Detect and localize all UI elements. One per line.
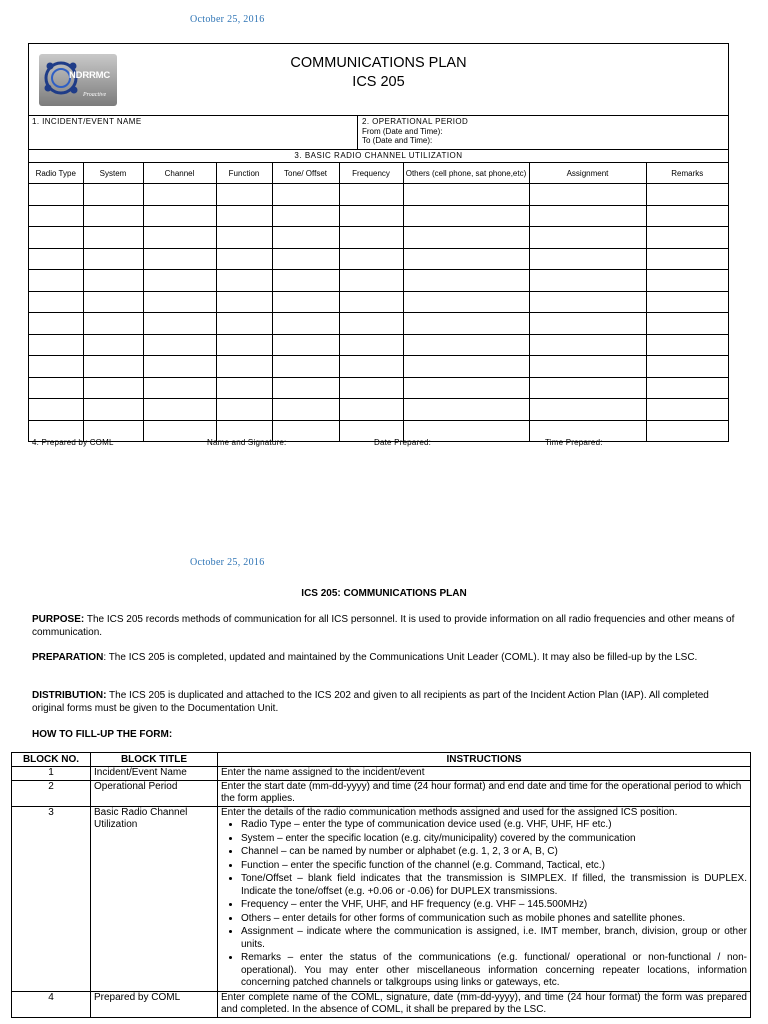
- purpose-paragraph: [32, 614, 738, 639]
- radio-table-cell[interactable]: [83, 356, 143, 378]
- radio-table-cell[interactable]: [339, 334, 403, 356]
- howto-heading: HOW TO FILL-UP THE FORM:: [32, 729, 173, 740]
- logo-tagline: Proactive: [83, 92, 107, 98]
- radio-table-cell[interactable]: [29, 291, 83, 313]
- radio-table-cell[interactable]: [143, 334, 216, 356]
- list-item: • Radio Type – enter the type of communication device used (e.g. VHF, UHF, HF etc.): [241, 819, 747, 832]
- radio-table-cell[interactable]: [143, 205, 216, 227]
- radio-table-cell[interactable]: [29, 313, 83, 335]
- radio-table-cell[interactable]: [143, 270, 216, 292]
- radio-table-row: [29, 184, 728, 206]
- radio-table-cell[interactable]: [403, 356, 529, 378]
- list-item: • Others – enter details for other forms of communication such as mobile phones and satellite phones.: [241, 913, 747, 926]
- radio-table-cell[interactable]: [216, 184, 272, 206]
- radio-table-cell[interactable]: [216, 313, 272, 335]
- radio-table-cell[interactable]: [83, 377, 143, 399]
- col-system: System: [83, 163, 143, 184]
- radio-table-cell[interactable]: [143, 420, 216, 441]
- radio-table-cell[interactable]: [216, 291, 272, 313]
- table-row: [12, 767, 751, 781]
- form-title: COMMUNICATIONS PLAN: [290, 55, 467, 71]
- radio-table-cell[interactable]: [646, 313, 728, 335]
- incident-name-field[interactable]: [29, 116, 358, 149]
- list-item: • Channel – can be named by number or alphabet (e.g. 1, 2, 3 or A, B, C): [241, 846, 747, 859]
- instructions-header-row: [12, 753, 751, 767]
- col-block-no: BLOCK NO.: [12, 753, 91, 767]
- block-no: 2: [12, 780, 91, 806]
- radio-table-cell[interactable]: [403, 205, 529, 227]
- radio-table-cell[interactable]: [529, 356, 646, 378]
- block-instruction: Enter complete name of the COML, signature, date (mm-dd-yyyy), and time (24 hour format) the form was prepared and completed. In the absence of COML, it shall be prepared by the LSC.: [218, 991, 751, 1017]
- radio-table-cell[interactable]: [143, 227, 216, 249]
- section3-heading: 3. BASIC RADIO CHANNEL UTILIZATION: [29, 150, 728, 163]
- radio-table-cell[interactable]: [83, 248, 143, 270]
- radio-table-row: [29, 248, 728, 270]
- radio-table-cell[interactable]: [143, 291, 216, 313]
- radio-table-cell[interactable]: [29, 399, 83, 421]
- col-channel: Channel: [143, 163, 216, 184]
- radio-table-row: [29, 334, 728, 356]
- radio-table-cell[interactable]: [272, 334, 339, 356]
- radio-table-cell[interactable]: [403, 248, 529, 270]
- block-no: 3: [12, 806, 91, 991]
- preparation-paragraph: [32, 652, 738, 665]
- radio-table-cell[interactable]: [529, 334, 646, 356]
- radio-table-cell[interactable]: [403, 377, 529, 399]
- radio-table-cell[interactable]: [216, 334, 272, 356]
- list-item: • Tone/Offset – blank field indicates that the transmission is SIMPLEX. If filled, the transmission is DUPLEX. Indicate the tone/offset (e.g. +0.06 or -0.06) for DUPLEX transmissions.: [241, 873, 747, 898]
- instructions-table: [11, 752, 751, 1018]
- col-instructions: INSTRUCTIONS: [218, 753, 751, 767]
- radio-table-cell[interactable]: [403, 184, 529, 206]
- header-date-2: October 25, 2016: [190, 557, 265, 568]
- radio-table-row: [29, 291, 728, 313]
- radio-table-cell[interactable]: [646, 420, 728, 441]
- radio-table-cell[interactable]: [143, 248, 216, 270]
- radio-table-cell[interactable]: [339, 248, 403, 270]
- radio-table-cell[interactable]: [339, 377, 403, 399]
- radio-table-cell[interactable]: [272, 205, 339, 227]
- block-title: Prepared by COML: [91, 991, 218, 1017]
- radio-table-row: [29, 377, 728, 399]
- radio-table-cell[interactable]: [143, 399, 216, 421]
- from-label: From (Date and Time):: [362, 126, 443, 136]
- radio-table-cell[interactable]: [216, 377, 272, 399]
- name-signature-label: Name and Signature:: [207, 438, 287, 447]
- radio-table-row: [29, 313, 728, 335]
- block-title: Basic Radio Channel Utilization: [91, 806, 218, 991]
- radio-table-cell[interactable]: [272, 313, 339, 335]
- radio-table-cell[interactable]: [646, 291, 728, 313]
- distribution-text: The ICS 205 is duplicated and attached to the ICS 202 and given to all recipients as part of the Incident Action Plan (IAP). All completed original forms must be given to the Documentation Unit.: [32, 690, 709, 714]
- radio-table-cell[interactable]: [143, 184, 216, 206]
- radio-table-cell[interactable]: [29, 227, 83, 249]
- radio-table-cell[interactable]: [83, 227, 143, 249]
- block-title: Incident/Event Name: [91, 767, 218, 781]
- radio-table-row: [29, 205, 728, 227]
- list-item: • System – enter the specific location (e.g. city/municipality) covered by the communication: [241, 833, 747, 846]
- radio-table-cell[interactable]: [646, 205, 728, 227]
- time-prepared-label: Time Prepared:: [545, 438, 603, 447]
- radio-table-cell[interactable]: [29, 270, 83, 292]
- col-remarks: Remarks: [646, 163, 728, 184]
- radio-table-cell[interactable]: [29, 356, 83, 378]
- radio-table-row: [29, 399, 728, 421]
- radio-table-cell[interactable]: [339, 184, 403, 206]
- instructions-title: ICS 205: COMMUNICATIONS PLAN: [301, 588, 467, 599]
- radio-table-cell[interactable]: [646, 227, 728, 249]
- radio-table-cell[interactable]: [646, 399, 728, 421]
- block-instruction: [218, 806, 751, 991]
- radio-table-cell[interactable]: [403, 313, 529, 335]
- radio-table-cell[interactable]: [529, 205, 646, 227]
- col-radio-type: Radio Type: [29, 163, 83, 184]
- radio-table-cell[interactable]: [403, 270, 529, 292]
- radio-table-cell[interactable]: [143, 377, 216, 399]
- radio-table-cell[interactable]: [83, 184, 143, 206]
- radio-table-cell[interactable]: [646, 377, 728, 399]
- list-item: • Assignment – indicate where the communication is assigned, i.e. IMT member, branch, division, group or other units.: [241, 926, 747, 951]
- radio-table-cell[interactable]: [646, 356, 728, 378]
- radio-table-cell[interactable]: [339, 227, 403, 249]
- block-title: Operational Period: [91, 780, 218, 806]
- radio-table-cell[interactable]: [83, 270, 143, 292]
- radio-table-cell[interactable]: [403, 227, 529, 249]
- radio-table-cell[interactable]: [216, 270, 272, 292]
- radio-table-cell[interactable]: [272, 270, 339, 292]
- radio-table-cell[interactable]: [216, 205, 272, 227]
- preparation-text: : The ICS 205 is completed, updated and maintained by the Communications Unit Leader (COML). It may also be filled-up by the LSC.: [103, 652, 698, 663]
- radio-table-cell[interactable]: [29, 184, 83, 206]
- operational-period-field[interactable]: [358, 116, 728, 149]
- radio-table-cell[interactable]: [339, 205, 403, 227]
- radio-table-cell[interactable]: [272, 356, 339, 378]
- radio-table-cell[interactable]: [529, 227, 646, 249]
- radio-channel-table: [29, 163, 728, 441]
- radio-table-cell[interactable]: [646, 248, 728, 270]
- list-item: • Remarks – enter the status of the communications (e.g. functional/ operational or non-functional / non-operational). You may enter other miscellaneous information concerning repeater locations, information concerning patched channels or talkgroups using links or gateways, etc.: [241, 952, 747, 990]
- radio-table-cell[interactable]: [529, 184, 646, 206]
- radio-table-cell[interactable]: [529, 377, 646, 399]
- radio-table-cell[interactable]: [646, 184, 728, 206]
- radio-table-cell[interactable]: [83, 313, 143, 335]
- radio-table-cell[interactable]: [403, 291, 529, 313]
- field-instructions-list: [221, 819, 747, 990]
- radio-table-cell[interactable]: [143, 356, 216, 378]
- radio-table-cell[interactable]: [529, 248, 646, 270]
- radio-table-cell[interactable]: [529, 313, 646, 335]
- header-date: October 25, 2016: [190, 14, 265, 25]
- radio-table-row: [29, 227, 728, 249]
- radio-table-cell[interactable]: [272, 399, 339, 421]
- col-function: Function: [216, 163, 272, 184]
- radio-table-cell[interactable]: [339, 399, 403, 421]
- block-instruction-intro: Enter the details of the radio communication methods assigned and used for the assigned ICS position.: [221, 806, 678, 818]
- radio-table-cell[interactable]: [272, 227, 339, 249]
- purpose-label: PURPOSE:: [32, 614, 85, 625]
- radio-table-cell[interactable]: [339, 270, 403, 292]
- distribution-paragraph: [32, 690, 738, 715]
- col-assignment: Assignment: [529, 163, 646, 184]
- col-tone-offset: Tone/ Offset: [272, 163, 339, 184]
- block-instruction: Enter the name assigned to the incident/event: [218, 767, 751, 781]
- radio-table-cell[interactable]: [83, 334, 143, 356]
- radio-table-cell[interactable]: [29, 377, 83, 399]
- radio-table-header-row: [29, 163, 728, 184]
- form-code: ICS 205: [352, 74, 405, 90]
- table-row: [12, 806, 751, 991]
- preparation-label: PREPARATION: [32, 652, 104, 663]
- info-row: [29, 116, 728, 150]
- radio-table-cell[interactable]: [339, 313, 403, 335]
- table-row: [12, 780, 751, 806]
- radio-table-cell[interactable]: [216, 356, 272, 378]
- radio-table-cell[interactable]: [216, 248, 272, 270]
- incident-name-label: 1. INCIDENT/EVENT NAME: [32, 117, 142, 126]
- radio-table-cell[interactable]: [403, 334, 529, 356]
- radio-table-cell[interactable]: [339, 291, 403, 313]
- table-row: [12, 991, 751, 1017]
- date-prepared-label: Date Prepared:: [374, 438, 432, 447]
- list-item: • Function – enter the specific function of the channel (e.g. Command, Tactical, etc.): [241, 860, 747, 873]
- radio-table-row: [29, 356, 728, 378]
- block-no: 4: [12, 991, 91, 1017]
- radio-table-cell[interactable]: [272, 377, 339, 399]
- radio-table-cell[interactable]: [272, 248, 339, 270]
- purpose-text: The ICS 205 records methods of communication for all ICS personnel. It is used to provide information on all radio frequencies and other means of communication.: [32, 614, 735, 638]
- radio-table-cell[interactable]: [529, 270, 646, 292]
- radio-table-cell[interactable]: [216, 227, 272, 249]
- radio-table-cell[interactable]: [646, 334, 728, 356]
- block-no: 1: [12, 767, 91, 781]
- radio-table-cell[interactable]: [339, 356, 403, 378]
- prepared-by-label: 4. Prepared by COML: [32, 438, 114, 447]
- radio-table-cell[interactable]: [403, 399, 529, 421]
- logo-text: NDRRMC: [69, 70, 111, 81]
- col-frequency: Frequency: [339, 163, 403, 184]
- radio-table-cell[interactable]: [29, 248, 83, 270]
- radio-table-cell[interactable]: [646, 270, 728, 292]
- radio-table-row: [29, 270, 728, 292]
- op-period-label: 2. OPERATIONAL PERIOD: [362, 117, 469, 126]
- radio-table-cell[interactable]: [143, 313, 216, 335]
- radio-table-cell[interactable]: [29, 205, 83, 227]
- radio-table-cell[interactable]: [83, 205, 143, 227]
- radio-table-cell[interactable]: [29, 334, 83, 356]
- ics205-form: [28, 43, 729, 442]
- radio-table-cell[interactable]: [272, 184, 339, 206]
- radio-table-cell[interactable]: [83, 399, 143, 421]
- radio-table-cell[interactable]: [216, 399, 272, 421]
- form-header: [29, 44, 728, 116]
- list-item: • Frequency – enter the VHF, UHF, and HF frequency (e.g. VHF – 145.500MHz): [241, 899, 747, 912]
- col-others: Others (cell phone, sat phone,etc): [403, 163, 529, 184]
- col-block-title: BLOCK TITLE: [91, 753, 218, 767]
- radio-table-cell[interactable]: [272, 291, 339, 313]
- radio-table-cell[interactable]: [83, 291, 143, 313]
- radio-table-cell[interactable]: [529, 291, 646, 313]
- to-label: To (Date and Time):: [362, 136, 433, 145]
- block-instruction: Enter the start date (mm-dd-yyyy) and time (24 hour format) and end date and time for the operational period to which the form applies.: [218, 780, 751, 806]
- radio-table-cell[interactable]: [529, 399, 646, 421]
- distribution-label: DISTRIBUTION:: [32, 690, 107, 701]
